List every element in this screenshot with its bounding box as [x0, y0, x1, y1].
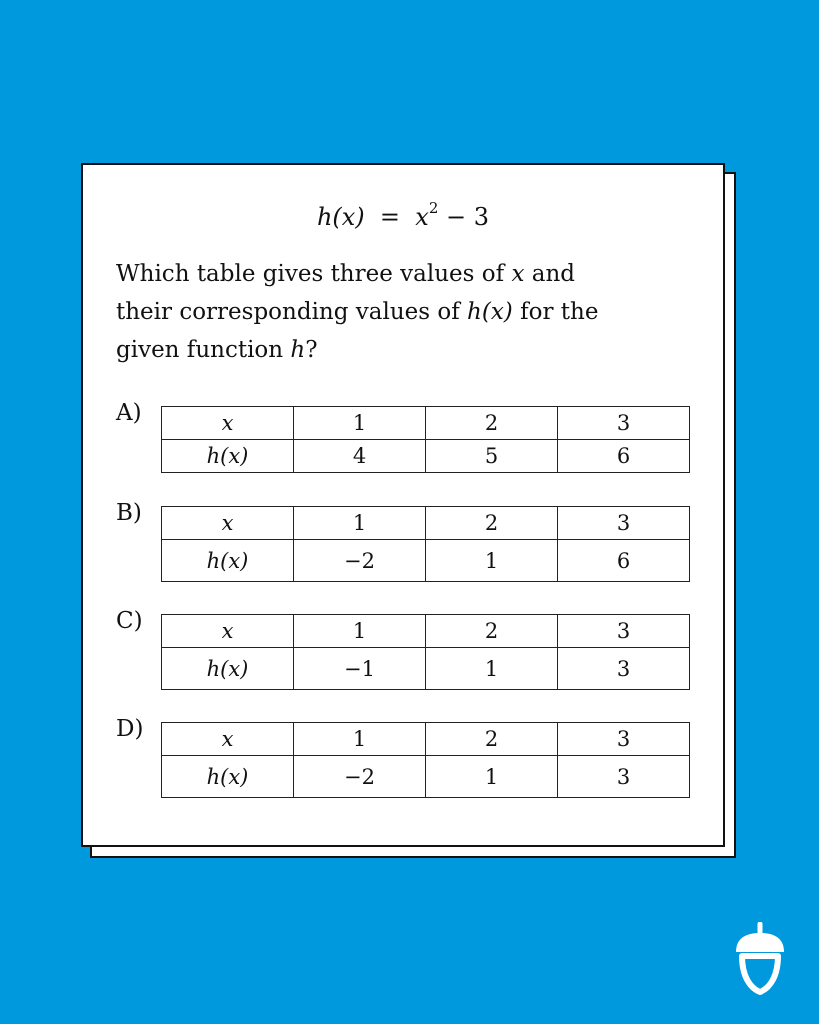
- question-func-hx: h(x): [467, 299, 513, 325]
- question-var-x: x: [511, 261, 525, 287]
- h-header: h(x): [162, 648, 294, 690]
- x-value: 2: [426, 507, 558, 540]
- h-value: 6: [558, 440, 690, 473]
- h-value: −1: [294, 648, 426, 690]
- x-value: 1: [294, 615, 426, 648]
- table-row: [162, 440, 690, 473]
- question-part4: ?: [305, 337, 318, 363]
- table-row: [162, 756, 690, 798]
- x-header: x: [162, 615, 294, 648]
- table-row: [162, 540, 690, 582]
- value-table: [161, 722, 690, 798]
- table-row: [162, 648, 690, 690]
- h-header: h(x): [162, 440, 294, 473]
- x-value: 1: [294, 723, 426, 756]
- question-card: [81, 163, 725, 847]
- h-header: h(x): [162, 756, 294, 798]
- value-table: [161, 406, 690, 473]
- h-value: −2: [294, 540, 426, 582]
- equation-rest: − 3: [446, 203, 490, 231]
- acorn-icon: [730, 922, 790, 996]
- h-value: 4: [294, 440, 426, 473]
- question-part1: Which table gives three values of: [116, 261, 512, 287]
- x-value: 3: [558, 507, 690, 540]
- option-label: B): [116, 500, 142, 526]
- value-table: [161, 506, 690, 582]
- h-value: 1: [426, 540, 558, 582]
- equation: $h(x) = x^2 - 3$: [316, 199, 490, 231]
- option-label: D): [116, 716, 144, 742]
- table-row: [162, 507, 690, 540]
- question-part3: for the given function: [116, 299, 599, 363]
- x-header: x: [162, 507, 294, 540]
- x-value: 2: [426, 615, 558, 648]
- x-value: 2: [426, 723, 558, 756]
- h-value: −2: [294, 756, 426, 798]
- equation-lhs: h(x): [316, 203, 365, 231]
- x-value: 1: [294, 407, 426, 440]
- h-value: 1: [426, 756, 558, 798]
- x-value: 3: [558, 615, 690, 648]
- x-header: x: [162, 723, 294, 756]
- question-var-h: h: [290, 337, 306, 363]
- option-label: A): [116, 400, 142, 426]
- x-value: 3: [558, 723, 690, 756]
- h-value: 1: [426, 648, 558, 690]
- question-text: [116, 255, 636, 369]
- x-value: 3: [558, 407, 690, 440]
- h-value: 3: [558, 756, 690, 798]
- option-label: C): [116, 608, 143, 634]
- table-row: [162, 723, 690, 756]
- h-value: 6: [558, 540, 690, 582]
- table-row: [162, 407, 690, 440]
- x-value: 2: [426, 407, 558, 440]
- h-value: 5: [426, 440, 558, 473]
- h-header: h(x): [162, 540, 294, 582]
- value-table: [161, 614, 690, 690]
- question-part2: and their corresponding values of: [116, 261, 575, 325]
- equation-exponent: 2: [428, 199, 439, 217]
- table-row: [162, 615, 690, 648]
- x-value: 1: [294, 507, 426, 540]
- h-value: 3: [558, 648, 690, 690]
- equation-base: x: [415, 203, 429, 231]
- x-header: x: [162, 407, 294, 440]
